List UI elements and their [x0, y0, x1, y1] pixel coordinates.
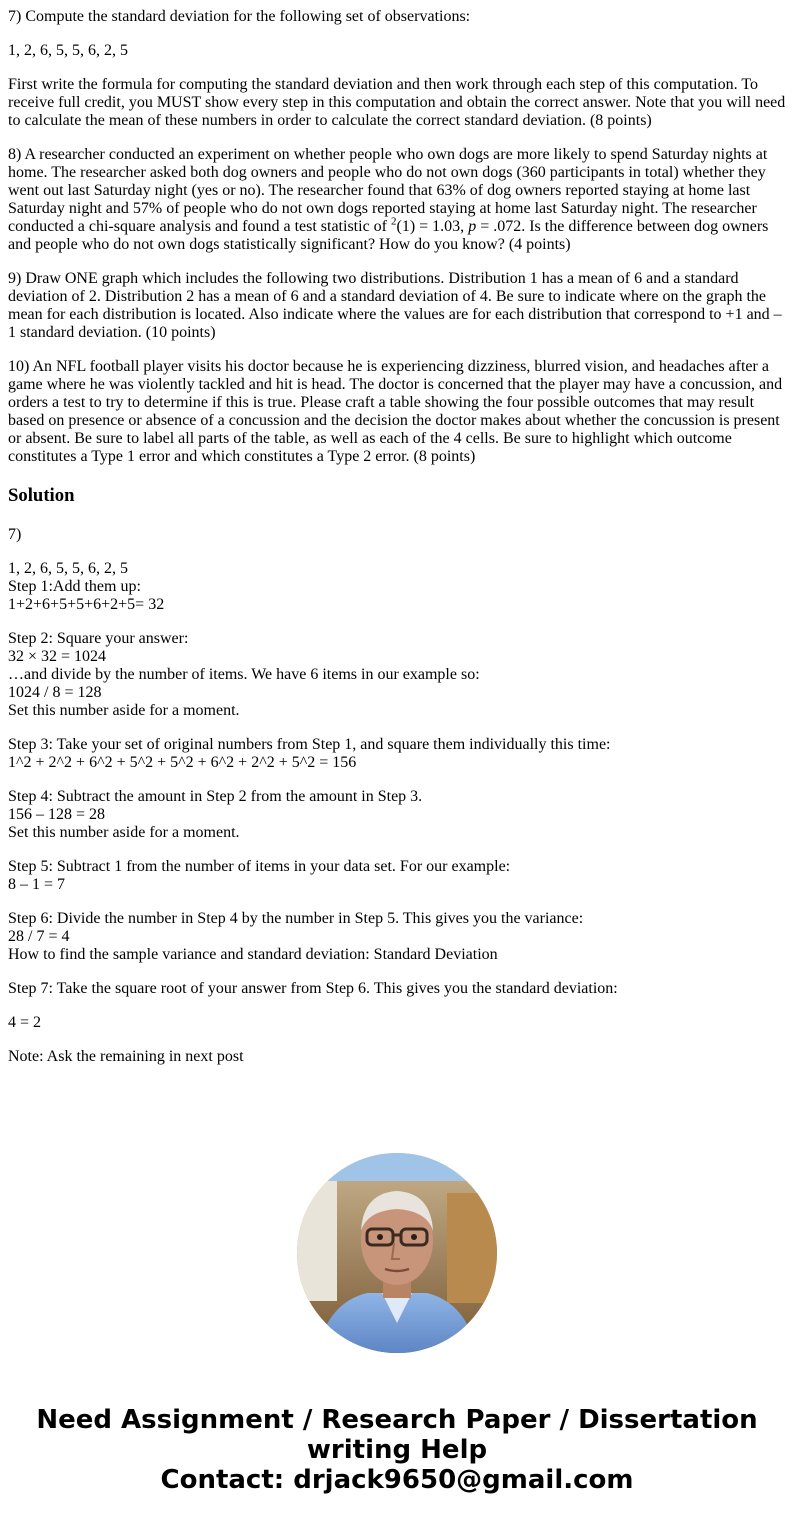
solution-data: 1, 2, 6, 5, 5, 6, 2, 5 [8, 560, 128, 577]
footer-line-1: Need Assignment / Research Paper / Dissertation [36, 1405, 758, 1435]
step7-calc: 4 = 2 [8, 1014, 42, 1031]
solution-label: 7) [8, 526, 22, 543]
step7-title: Step 7: Take the square root of your answer from Step 6. This gives you the standard deviation: [8, 980, 618, 997]
solution-heading: Solution [8, 485, 75, 506]
question-7 [8, 8, 786, 130]
solution-note: Note: Ask the remaining in next post [8, 1048, 244, 1065]
footer-line-3[interactable]: Contact: drjack9650@gmail.com [160, 1465, 634, 1495]
question-10: 10) An NFL football player visits his doctor because he is experiencing dizziness, blurred vision, and headaches after a game where he was violently tackled and hit is head. The doctor is concerned that the player may have a concussion, and orders a test to try to determine if this is true. Please craft a table showing the four possible outcomes that may result based on presence or absence of a concussion and the decision the doctor makes about whether the concussion is present or absent. Be sure to label all parts of the table, as well as each of the 4 cells. Be sure to highlight which outcome constitutes a Type 1 error and which constitutes a Type 2 error. (8 points) [8, 358, 783, 465]
q8-text-b: (1) = 1.03, [396, 218, 469, 235]
q7-prompt: 7) Compute the standard deviation for the following set of observations: [8, 8, 471, 25]
step3-title: Step 3: Take your set of original numbers from Step 1, and square them individually this time: [8, 736, 611, 753]
q8-superscript: 2 [391, 215, 397, 228]
step2-calc1: 32 × 32 = 1024 [8, 648, 107, 665]
step2-note: …and divide by the number of items. We have 6 items in our example so: [8, 666, 480, 683]
step4-calc: 156 – 128 = 28 [8, 806, 106, 823]
step6-calc: 28 / 7 = 4 [8, 928, 70, 945]
q7-data: 1, 2, 6, 5, 5, 6, 2, 5 [8, 42, 128, 59]
step4-title: Step 4: Subtract the amount in Step 2 from the amount in Step 3. [8, 788, 423, 805]
step3-calc: 1^2 + 2^2 + 6^2 + 5^2 + 5^2 + 6^2 + 2^2 + 5^2 = 156 [8, 754, 357, 771]
q8-p-italic: p [468, 218, 477, 235]
solution-body [8, 526, 786, 1066]
step6-link[interactable]: How to find the sample variance and standard deviation: Standard Deviation [8, 946, 498, 963]
step2-title: Step 2: Square your answer: [8, 630, 189, 647]
step2-calc2: 1024 / 8 = 128 [8, 684, 102, 701]
step5-title: Step 5: Subtract 1 from the number of items in your data set. For our example: [8, 858, 511, 875]
avatar [297, 1153, 497, 1353]
step1-title: Step 1:Add them up: [8, 578, 141, 595]
step1-calc: 1+2+6+5+5+6+2+5= 32 [8, 596, 165, 613]
q8-text-c: = .072. Is the difference between dog owners and people who do not own dogs statistically significant? How do you know? (4 points) [8, 218, 769, 253]
q7-instructions: First write the formula for computing the standard deviation and then work through each step of this computation. To receive full credit, you MUST show every step in this computation and obtain the correct answer. Note that you will need to calculate the mean of these numbers in order to calculate the correct standard deviation. (8 points) [8, 76, 786, 129]
question-8 [8, 146, 786, 254]
step2-aside: Set this number aside for a moment. [8, 702, 240, 719]
step6-title: Step 6: Divide the number in Step 4 by the number in Step 5. This gives you the variance: [8, 910, 584, 927]
footer-line-2: writing Help [306, 1435, 488, 1465]
step4-aside: Set this number aside for a moment. [8, 824, 240, 841]
step5-calc: 8 – 1 = 7 [8, 876, 66, 893]
footer-contact-banner [0, 1405, 794, 1495]
avatar-portrait-icon [297, 1153, 497, 1353]
q8-text-a: 8) A researcher conducted an experiment on whether people who own dogs are more likely to spend Saturday nights at home. The researcher asked both dog owners and people who do not own dogs (360 participants in total) whether they went out last Saturday night (yes or no). The researcher found that 63% of dog owners reported staying at home last Saturday night and 57% of people who do not own dogs reported staying at home last Saturday night. The researcher conducted a chi-square analysis and found a test statistic of [8, 146, 768, 235]
document-body [8, 0, 786, 1082]
question-9: 9) Draw ONE graph which includes the following two distributions. Distribution 1 has a mean of 6 and a standard deviation of 2. Distribution 2 has a mean of 6 and a standard deviation of 4. Be sure to indicate where on the graph the mean for each distribution is located. Also indicate where the values are for each distribution that correspond to +1 and –1 standard deviation. (10 points) [8, 270, 782, 341]
